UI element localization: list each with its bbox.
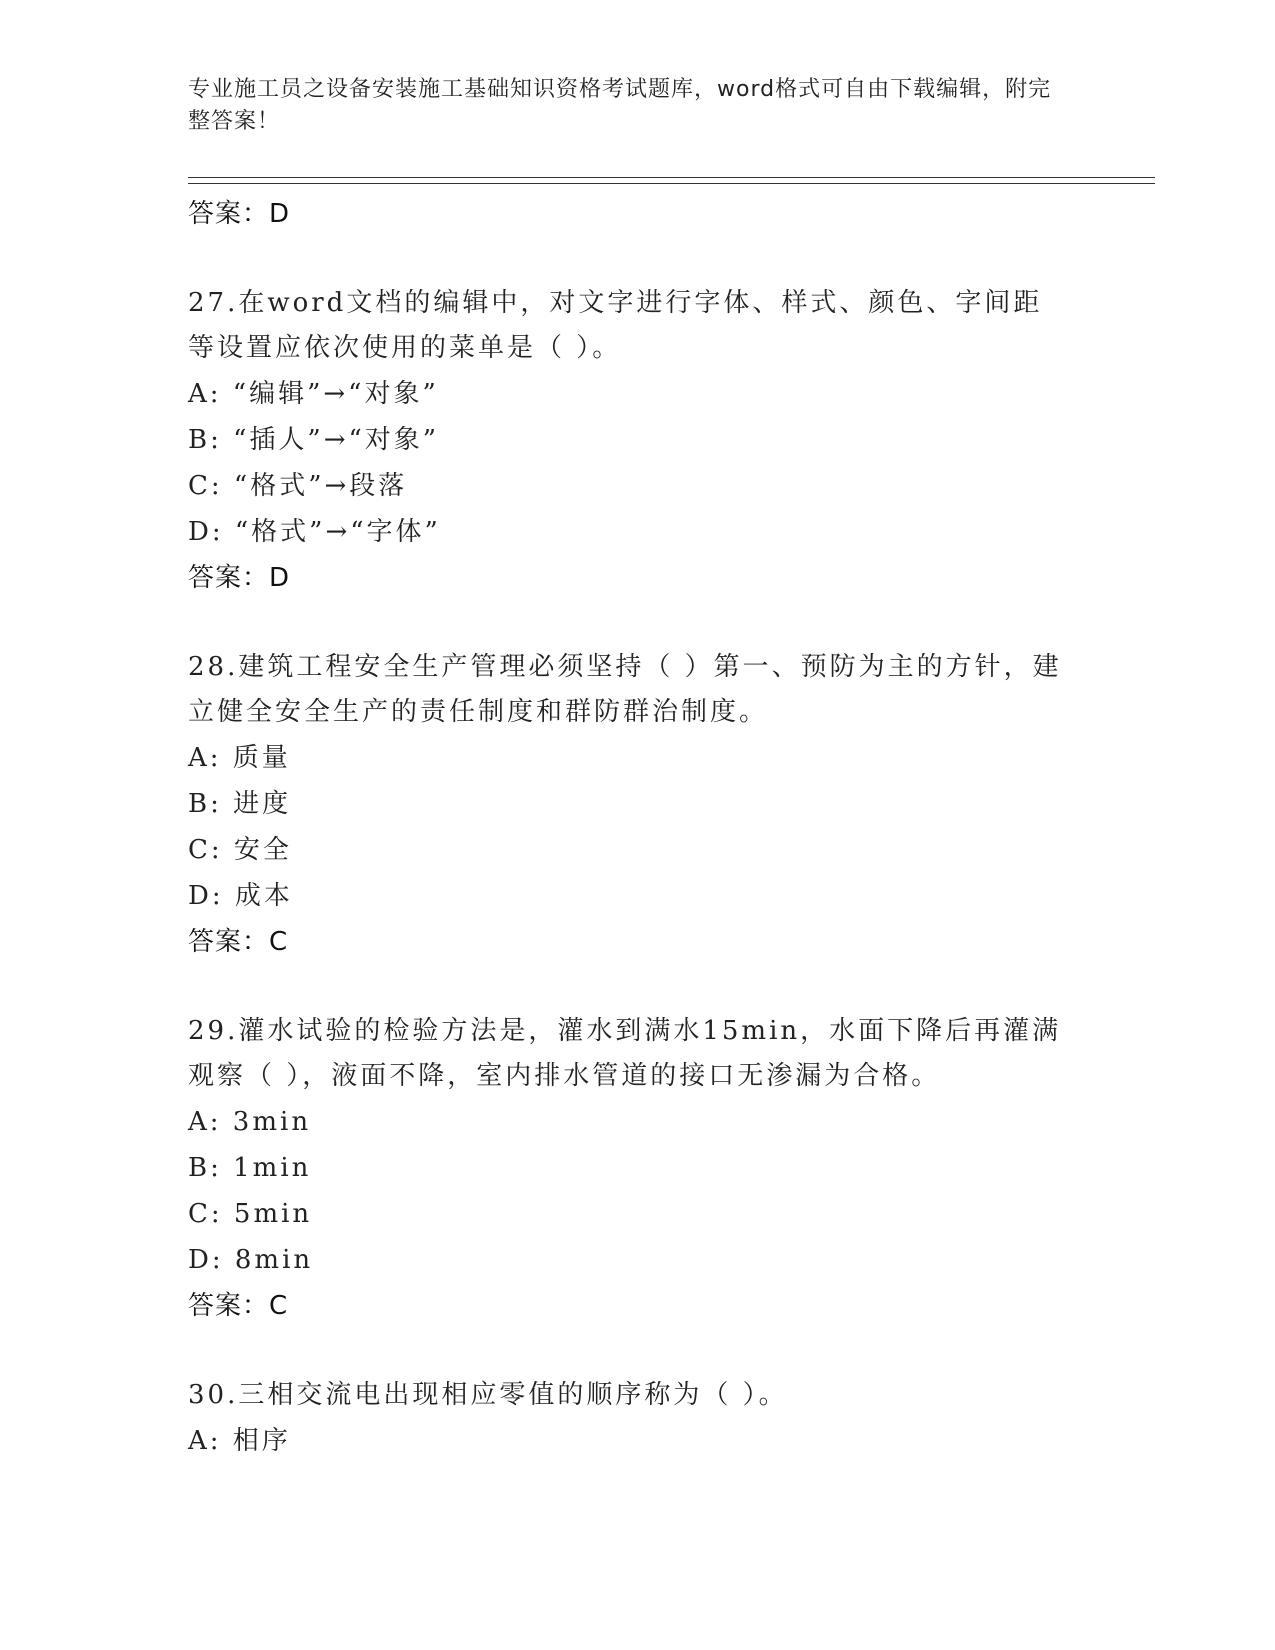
- block-spacer: [188, 1329, 1088, 1373]
- question-list: [188, 191, 1088, 1464]
- block-spacer: [188, 601, 1088, 645]
- question-27: [188, 281, 1088, 601]
- option-a: A: 相序: [188, 1426, 291, 1456]
- option-c: C: 5min: [188, 1199, 313, 1229]
- question-29: [188, 1009, 1088, 1329]
- option-d: D: 成本: [188, 881, 293, 911]
- header-rule-bottom: [188, 183, 1155, 184]
- document-header: 专业施工员之设备安装施工基础知识资格考试题库，word格式可自由下载编辑，附完整答案！: [188, 77, 1052, 134]
- option-b: B: 1min: [188, 1153, 312, 1183]
- header-rule-top: [188, 177, 1155, 178]
- option-a: A: “编辑”→“对象”: [188, 379, 439, 409]
- question-stem: 29.灌水试验的检验方法是，灌水到满水15min，水面下降后再灌满观察（ ），液面不降，室内排水管道的接口无渗漏为合格。: [188, 1016, 1062, 1091]
- answer-line: 答案：D: [188, 563, 291, 593]
- option-d: D: “格式”→“字体”: [188, 517, 441, 547]
- question-stem: 27.在word文档的编辑中，对文字进行字体、样式、颜色、字间距等设置应依次使用的菜单是（ ）。: [188, 288, 1043, 363]
- block-spacer: [188, 237, 1088, 281]
- option-c: C: 安全: [188, 835, 292, 865]
- answer-line: 答案：C: [188, 927, 289, 957]
- answer-line: 答案：D: [188, 199, 291, 229]
- answer-line: 答案：C: [188, 1291, 289, 1321]
- question-stem: 30.三相交流电出现相应零值的顺序称为（ ）。: [188, 1380, 788, 1410]
- option-a: A: 3min: [188, 1107, 312, 1137]
- question-28: [188, 645, 1088, 965]
- block-spacer: [188, 965, 1088, 1009]
- option-b: B: 进度: [188, 789, 292, 819]
- option-b: B: “插人”→“对象”: [188, 425, 440, 455]
- option-c: C: “格式”→段落: [188, 471, 408, 501]
- question-30: [188, 1373, 1088, 1464]
- question-stem: 28.建筑工程安全生产管理必须坚持（ ）第一、预防为主的方针，建立健全安全生产的责任制度和群防群治制度。: [188, 652, 1062, 727]
- option-d: D: 8min: [188, 1245, 314, 1275]
- option-a: A: 质量: [188, 743, 291, 773]
